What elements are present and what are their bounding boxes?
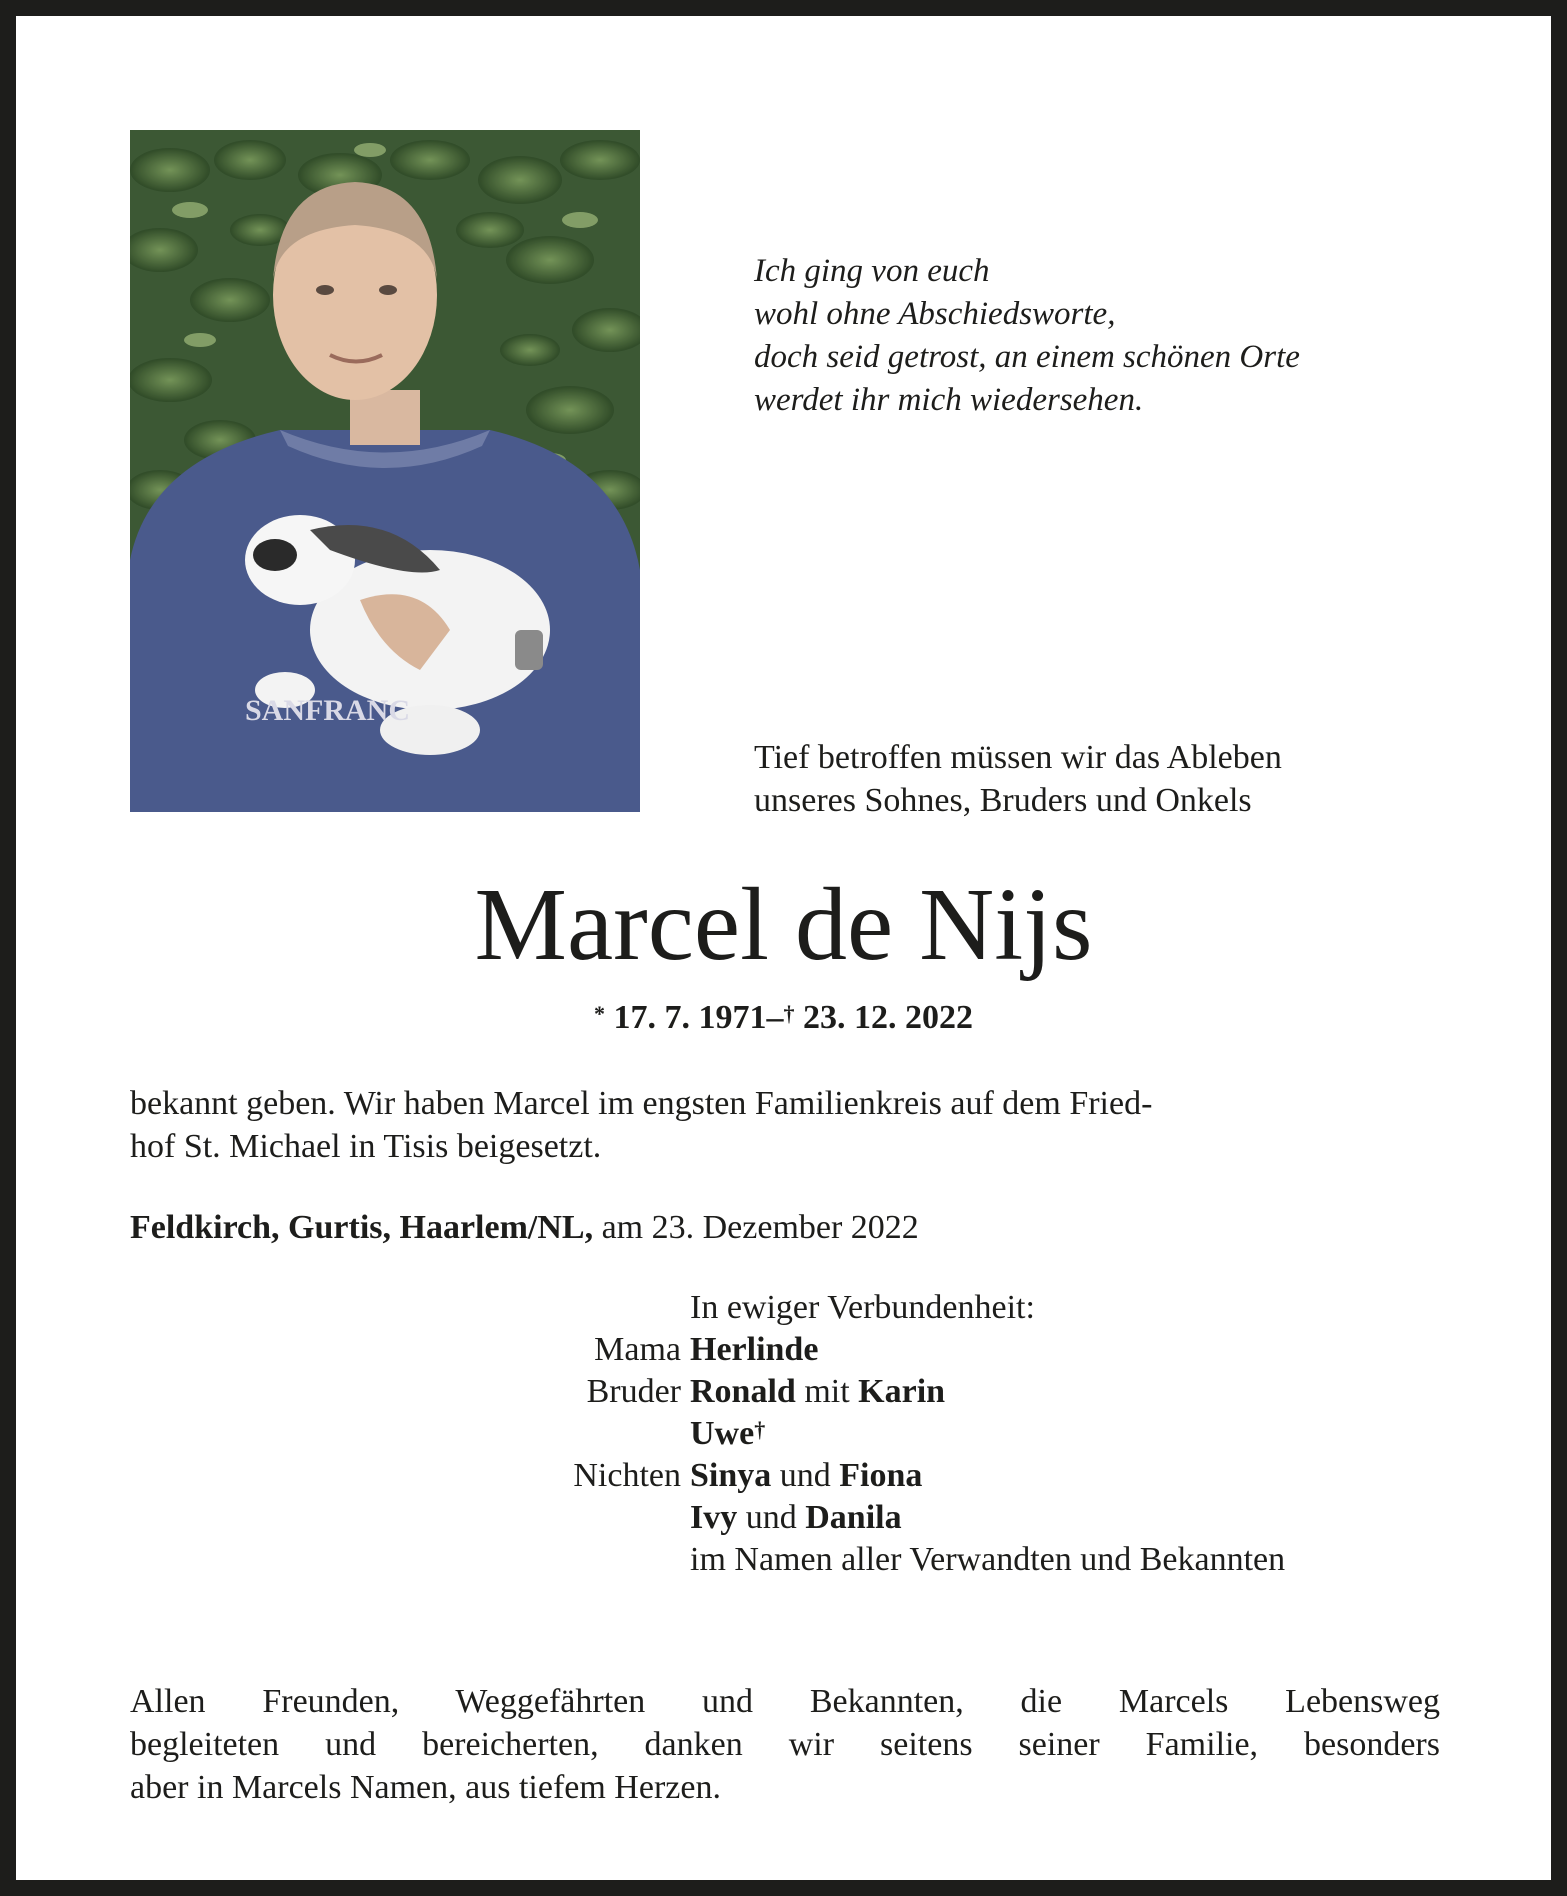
intro-text — [754, 736, 1474, 822]
connector: mit — [804, 1373, 850, 1410]
relation-label: Bruder — [586, 1373, 681, 1410]
thanks-line: aber in Marcels Namen, aus tiefem Herzen. — [130, 1769, 721, 1806]
intro-line: Tief betroffen müssen wir das Ableben — [754, 739, 1282, 776]
date-separator: – — [766, 999, 784, 1036]
mother-name: Herlinde — [690, 1331, 819, 1368]
partner-name: Karin — [858, 1373, 946, 1410]
deceased-symbol: † — [754, 1417, 766, 1442]
deceased-name: Marcel de Nijs — [474, 867, 1093, 982]
birth-symbol: * — [594, 1001, 605, 1026]
thanks-text — [130, 1680, 1440, 1809]
signoff-closing: im Namen aller Verwandten und Bekannten — [690, 1541, 1286, 1578]
relation-label: Nichten — [573, 1457, 681, 1494]
signoff-row-uwe — [130, 1413, 1440, 1455]
thanks-line: begleiteten und bereicherten, danken wir seitens seiner Familie, besonders — [130, 1726, 1440, 1763]
thanks-line: Allen Freunden, Weggefährten und Bekannten, die Marcels Lebensweg — [130, 1683, 1440, 1720]
brother-name: Ronald — [690, 1373, 796, 1410]
announcement-text — [130, 1082, 1440, 1168]
poem-line: doch seid getrost, an einem schönen Orte — [754, 339, 1300, 375]
poem-line: wohl ohne Abschiedsworte, — [754, 296, 1116, 332]
signoff-row-nichten — [130, 1455, 1440, 1497]
announcement-line: bekannt geben. Wir haben Marcel im engsten Familienkreis auf dem Fried- — [130, 1085, 1153, 1122]
birth-date: 17. 7. 1971 — [613, 999, 767, 1036]
signoff-row-closing — [130, 1539, 1440, 1581]
death-date: 23. 12. 2022 — [803, 999, 973, 1036]
poem-line: werdet ihr mich wiedersehen. — [754, 382, 1144, 418]
family-signoff — [130, 1287, 1440, 1581]
signoff-row-mama — [130, 1329, 1440, 1371]
place-date-line — [130, 1206, 1440, 1249]
connector: und — [745, 1499, 797, 1536]
niece-name: Danila — [805, 1499, 902, 1536]
signoff-row-bruder — [130, 1371, 1440, 1413]
announcement-date: am 23. Dezember 2022 — [601, 1209, 919, 1246]
niece-name: Fiona — [839, 1457, 923, 1494]
niece-name: Sinya — [690, 1457, 772, 1494]
relation-label: Mama — [594, 1331, 681, 1368]
intro-line: unseres Sohnes, Bruders und Onkels — [754, 782, 1252, 819]
niece-name: Ivy — [690, 1499, 738, 1536]
places: Feldkirch, Gurtis, Haarlem/NL, — [130, 1209, 594, 1246]
portrait-photo — [130, 130, 640, 812]
announcement-line: hof St. Michael in Tisis beigesetzt. — [130, 1128, 602, 1165]
poem — [754, 250, 1474, 422]
signoff-row-nichten-2 — [130, 1497, 1440, 1539]
brother-name: Uwe — [690, 1415, 755, 1452]
portrait-illustration — [130, 130, 640, 812]
connector: und — [779, 1457, 831, 1494]
life-dates — [0, 996, 1567, 1040]
sweater-print: SANFRANC — [245, 694, 410, 727]
death-symbol: † — [783, 1001, 795, 1026]
poem-line: Ich ging von euch — [754, 253, 990, 289]
signoff-heading: In ewiger Verbundenheit: — [690, 1289, 1035, 1326]
